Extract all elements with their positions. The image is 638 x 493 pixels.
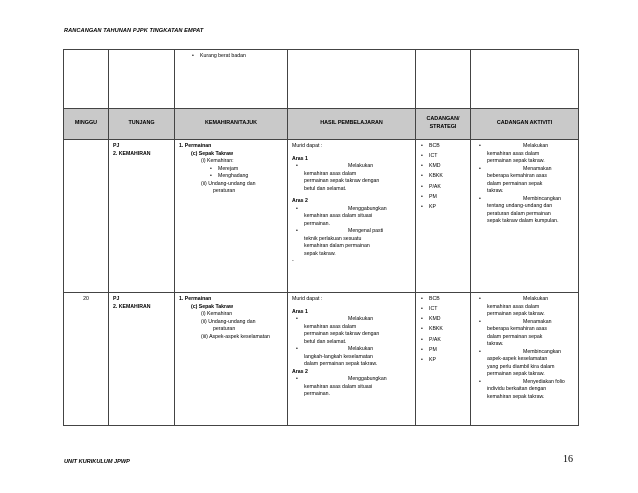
list-item: • BCB [420,143,466,151]
table-row [64,140,579,293]
list-item: • Kurang berat badan [191,53,283,61]
column-header-aktiviti: CADANGAN AKTIVITI [471,109,579,140]
column-header-strategi: CADANGAN/ STRATEGI [416,109,471,140]
table-row [64,50,579,109]
column-header-minggu: MINGGU [64,109,109,140]
minggu-cell [64,140,109,293]
table-header-row [64,109,579,140]
strategi-cell [416,140,471,293]
column-header-tunjang: TUNJANG [109,109,175,140]
list-item: • ICT [420,306,466,314]
list-item: • P/AK [420,184,466,192]
list-item: • BCB [420,296,466,304]
list-item: • ICT [420,153,466,161]
minggu-cell: 20 [64,293,109,426]
list-item: • KBKK [420,173,466,181]
aktiviti-cell: • Melakukan kemahiran asas dalam permainan sepak takraw. • Menamakan beberapa kemahiran asas dalam permainan sepak takraw. • Membincangkan aspek-aspek keselamatan yang perlu diambil kira dalam permainan sepak takraw. • Menyediakan folio individu berkaitan dengan kemahiran sepak takraw. [471,293,579,426]
list-item: • Menghadang [209,173,283,181]
list-item: • KBKK [420,326,466,334]
list-item: • Merejam [209,166,283,174]
kemahiran-cell: 1. Permainan (c) Sepak Takraw (i) Kemahiran (ii) Undang-undang dan peraturan (iii) Aspek-aspek keselamatan [175,293,288,426]
tunjang-cell: PJ 2. KEMAHIRAN [109,140,175,293]
list-item: • KMD [420,163,466,171]
list-item: • KMD [420,316,466,324]
kemahiran-cell: 1. Permainan (c) Sepak Takraw (i) Kemahiran: • Merejam • Menghadang (ii) Undang-undang dan peraturan [175,140,288,293]
page-number: 16 [563,454,573,465]
list-item: • P/AK [420,337,466,345]
table-row [64,293,579,426]
list-item: • KP [420,357,466,365]
column-header-hasil: HASIL PEMBELAJARAN [288,109,416,140]
strategi-cell [416,293,471,426]
list-item: • PM [420,194,466,202]
list-item: • KP [420,204,466,212]
page-footer: UNIT KURIKULUM JPWP [64,459,130,465]
hasil-cell: Murid dapat : Aras 1 • Melakukan kemahiran asas dalam permainan sepak takraw dengan betul dan selamat. • Melakukan langkah-langkah keselamatan dalam permainan sepak takraw. Aras 2 • Menggabungkan kemahiran asas dalam situasi permainan. [288,293,416,426]
hasil-cell: Murid dapat : Aras 1 • Melakukan kemahiran asas dalam permainan sepak takraw dengan betul dan selamat. Aras 2 • Menggabungkan kemahiran asas dalam situasi permainan. • Mengenal pasti teknik perlakuan sesuatu kemahiran dalam permainan sepak takraw. - [288,140,416,293]
aktiviti-cell: • Melakukan kemahiran asas dalam permainan sepak takraw. • Menamakan beberapa kemahiran asas dalam permainan sepak takraw. • Membincangkan tentang undang-undang dan peraturan dalam permainan sepak takraw dalam kumpulan. [471,140,579,293]
lesson-plan-table [63,49,579,426]
list-item: • PM [420,347,466,355]
page-header: RANCANGAN TAHUNAN PJPK TINGKATAN EMPAT [64,28,204,34]
column-header-kemahiran: KEMAHIRAN/TAJUK [175,109,288,140]
tunjang-cell: PJ 2. KEMAHIRAN [109,293,175,426]
